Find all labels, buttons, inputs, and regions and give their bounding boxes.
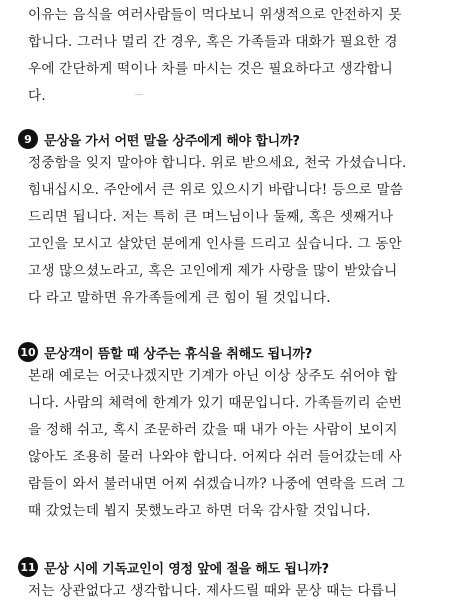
- answer-line: 힘내십시오. 주안에서 큰 위로 있으시기 바랍니다! 등으로 말씀: [28, 182, 404, 198]
- question-text: 문상객이 뜸할 때 상주는 휴식을 취해도 됩니까?: [44, 346, 313, 362]
- answer-line: 고인을 모시고 살았던 분에게 인사를 드리고 싶습니다. 그 동안: [28, 236, 402, 252]
- intro-line: 다.: [28, 88, 46, 104]
- answer-line: 을 정해 쉬고, 혹시 조문하러 갔을 때 내가 아는 사람이 보이지: [28, 422, 398, 438]
- question-heading: [18, 555, 329, 579]
- question-number-badge: 11: [18, 557, 38, 577]
- answer-line: 람들이 와서 불러내면 어찌 쉬겠습니까? 나중에 연락을 드려 그: [28, 476, 405, 492]
- question-heading: [18, 340, 312, 364]
- stray-mark: [135, 94, 143, 95]
- answer-paragraph: [28, 150, 446, 312]
- answer-line: 니다. 사람의 체력에 한계가 있기 때문입니다. 가족들끼리 순번: [28, 395, 402, 411]
- intro-line: 합니다. 그러나 멀리 간 경우, 혹은 가족들과 대화가 필요한 경: [28, 34, 398, 50]
- answer-line: 저는 상관없다고 생각합니다. 제사드릴 때와 문상 때는 다릅니: [28, 583, 398, 599]
- question-text: 문상 시에 기독교인이 영정 앞에 절을 해도 됩니까?: [44, 561, 329, 577]
- answer-line: 고생 많으셨노라고, 혹은 고인에게 제가 사랑을 많이 받았습니: [28, 263, 398, 279]
- intro-line: 이유는 음식을 여러사람들이 먹다보니 위생적으로 안전하지 못: [28, 7, 402, 23]
- answer-line: 본래 예로는 어긋나겠지만 기계가 아닌 이상 상주도 쉬어야 합: [28, 368, 398, 384]
- answer-line: 다 라고 말하면 유가족들에게 큰 힘이 될 것입니다.: [28, 290, 331, 306]
- answer-line: 않아도 조용히 물러 나와야 합니다. 어찌다 쉬러 들어갔는데 사: [28, 449, 402, 465]
- question-heading: [18, 127, 300, 151]
- answer-paragraph: [28, 363, 446, 525]
- answer-line: 때 갔었는데 뵙지 못했노라고 하면 더욱 감사할 것입니다.: [28, 503, 371, 519]
- intro-line: 우에 간단하게 떡이나 차를 마시는 것은 필요하다고 생각합니: [28, 61, 393, 77]
- question-number-badge: 10: [18, 342, 38, 362]
- question-number-badge: 9: [18, 129, 38, 149]
- answer-line: 정중함을 잊지 말아야 합니다. 위로 받으세요, 천국 가셨습니다.: [28, 155, 407, 171]
- question-text: 문상을 가서 어떤 말을 상주에게 해야 합니까?: [44, 133, 300, 149]
- answer-line: 드리면 됩니다. 저는 특히 큰 며느님이나 둘째, 혹은 셋째거나: [28, 209, 394, 225]
